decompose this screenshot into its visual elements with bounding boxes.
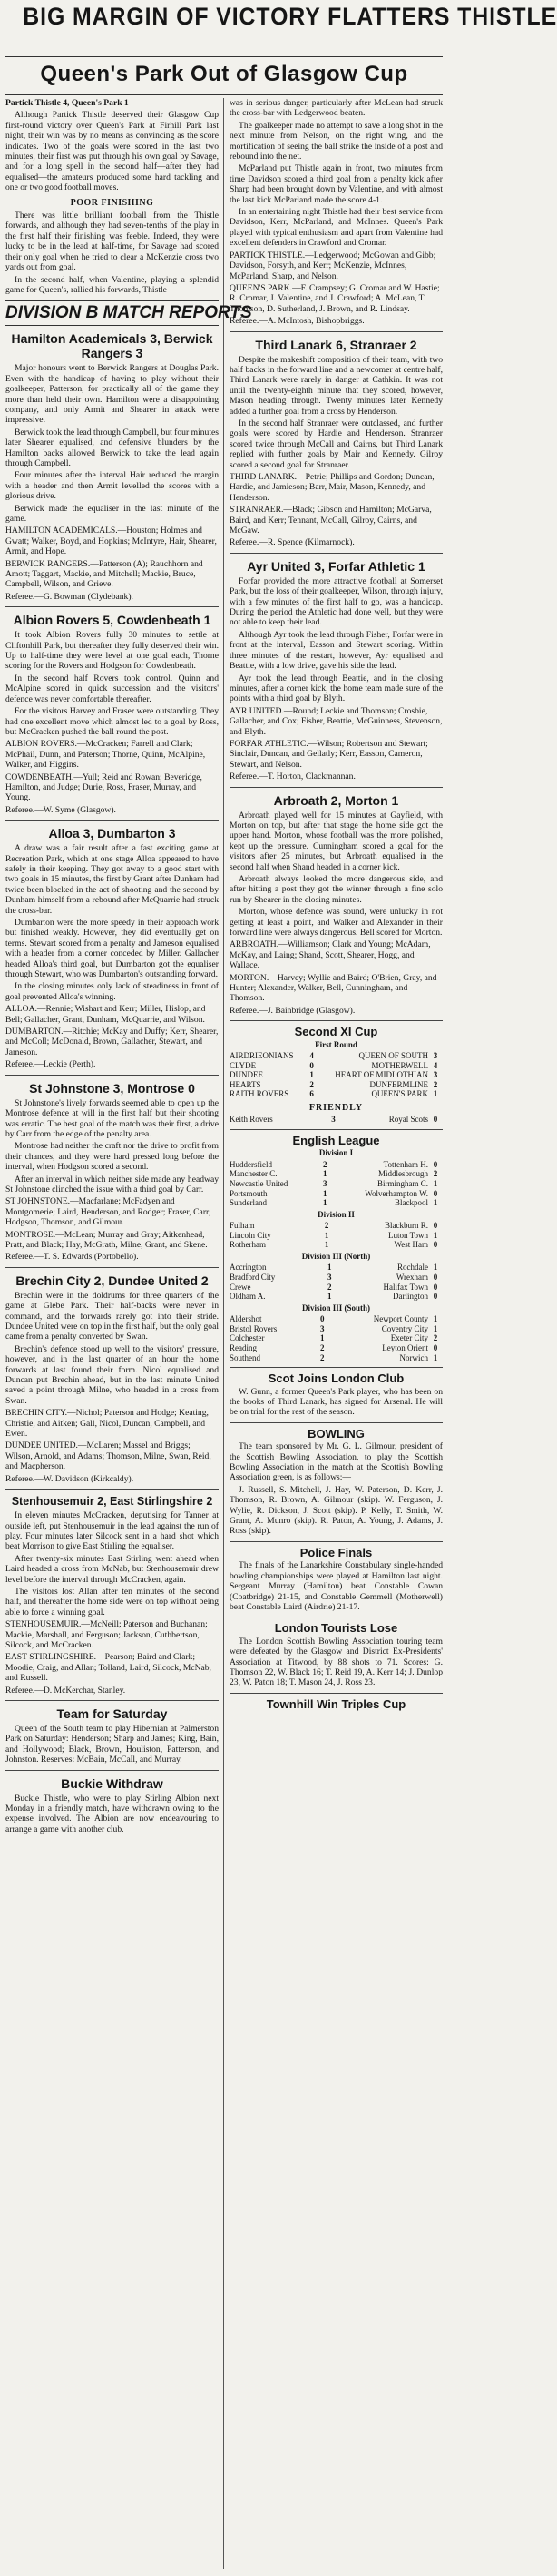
away-score: 4 <box>433 1060 438 1070</box>
section-heading: DIVISION B MATCH REPORTS <box>5 300 219 326</box>
divider <box>230 787 443 788</box>
home-score: 2 <box>323 1159 327 1169</box>
result-row <box>230 1198 443 1208</box>
lead-subheading: POOR FINISHING <box>70 197 154 208</box>
home-score: 0 <box>320 1314 325 1324</box>
match-heading: Stenhousemuir 2, East Stirlingshire 2 <box>11 1495 213 1509</box>
home-team: Sunderland <box>230 1198 267 1208</box>
home-team: Fulham <box>230 1221 255 1231</box>
away-team: Blackpool <box>395 1198 428 1208</box>
home-team: Lincoln City <box>230 1230 271 1240</box>
away-score: 0 <box>433 1282 438 1292</box>
away-score: 1 <box>433 1089 438 1099</box>
article-heading: Scot Joins London Club <box>268 1372 405 1386</box>
away-team: Royal Scots <box>388 1115 428 1125</box>
result-row <box>230 1283 443 1293</box>
match-paragraph: In the second half Stranraer were outclassed, and further goals were scored by Hardie and Henderson. Stranraer scored twice through McCall and Cairns, but Third Lanark replied with further goals by Mair and Kennedy. Gilroy scored a second goal for Stranraer. <box>230 418 443 470</box>
away-score: 0 <box>433 1292 438 1302</box>
result-row <box>230 1070 443 1080</box>
match-paragraph: Forfar provided the more attractive football at Somerset Park, but the loss of their goalkeeper, Wilson, through injury, with a few minutes of the first half to go, was a handicap. During the period the Athletic had done well, but they were not able to keep their lead. <box>230 575 443 628</box>
home-score: 1 <box>327 1263 332 1273</box>
away-team: QUEEN'S PARK <box>371 1089 428 1099</box>
team-line: ST JOHNSTONE.—Macfarlane; McFadyen and Montgomerie; Laird, Henderson, and Rodger; Fraser, Carr, Hodgson, Thomson, and Gilmour. <box>5 1196 211 1228</box>
results-heading: FRIENDLY <box>308 1103 364 1114</box>
match-paragraph: Brechin's defence stood up well to the visitors' pressure, however, and in the last quarter of an hour the home forwards at last found their form. Nicol equalised and Duncan put Brechin ahead, but in the last minute United saved a point through Milne, who headed in a cross from Swan. <box>5 1343 219 1406</box>
match-paragraph: It took Albion Rovers fully 30 minutes to settle at Cliftonhill Park, but thereafter they fully deserved their win. Up to half-time they were level at one goal each, Thorne scoring for the Rovers and Hodgson for Cowdenbeath. <box>5 630 219 672</box>
away-team: Newport County <box>373 1314 428 1324</box>
divider <box>5 606 219 607</box>
team-line: THIRD LANARK.—Petrie; Phillips and Gordon; Duncan, Hardie, and Jamieson; Barr, Mair, Mason, Kennedy, and Henderson. <box>230 472 435 503</box>
home-score: 4 <box>309 1051 314 1061</box>
divider <box>230 1129 443 1130</box>
team-line: ALBION ROVERS.—McCracken; Farrell and Clark; McPhail, Dunn, and Paterson; Thorne, Quinn, McAlpine, Walker, and Higgins. <box>5 739 206 771</box>
match-heading: Brechin City 2, Dundee United 2 <box>15 1273 209 1288</box>
result-row <box>230 1333 443 1343</box>
match-heading: Arbroath 2, Morton 1 <box>273 792 399 808</box>
divider <box>230 1541 443 1542</box>
away-score: 1 <box>433 1263 438 1273</box>
home-team: Bristol Rovers <box>230 1323 278 1333</box>
home-score: 1 <box>327 1292 332 1302</box>
match-heading: Team for Saturday <box>56 1706 168 1721</box>
team-line: ALLOA.—Rennie; Wishart and Kerr; Miller, Hislop, and Bell; Gallacher, Grant, Dunham, McQuarrie, and Wilson. <box>5 1004 206 1025</box>
result-row <box>230 1169 443 1179</box>
away-score: 2 <box>433 1169 438 1179</box>
banner-rule <box>5 56 443 57</box>
away-team: Luton Town <box>388 1230 428 1240</box>
divider <box>5 1700 219 1701</box>
home-team: Rotherham <box>230 1240 266 1250</box>
result-row <box>230 1343 443 1353</box>
home-team: CLYDE <box>230 1060 257 1070</box>
home-score: 1 <box>324 1230 329 1240</box>
result-row <box>230 1324 443 1334</box>
divider <box>230 1422 443 1423</box>
results-table <box>230 1051 443 1099</box>
results-subheading: Division I <box>318 1148 354 1158</box>
home-team: HEARTS <box>230 1079 261 1089</box>
article-paragraph: The London Scottish Bowling Association touring team were defeated by the Glasgow and District Ex-Presidents' Association at Titwood, by 88 shots to 71. Scores: G. Thomson 22, W. Black 16; T. Reid 19, A. Kerr 14; J. Dunlop 23, W. Paton 18; T. Mason 24, J. Ross 23. <box>230 1636 443 1688</box>
result-row <box>230 1240 443 1250</box>
referee-line: Referee.—W. Syme (Glasgow). <box>5 804 116 815</box>
away-team: Rochdale <box>397 1263 428 1273</box>
lead-paragraph: The goalkeeper made no attempt to save a long shot in the next minute from Nelson, on the right wing, and the mortification of seeing the ball strike the inside of a post and rebound into the net. <box>230 120 443 162</box>
team-line: HAMILTON ACADEMICALS.—Houston; Holmes and Gwatt; Walker, Boyd, and Hopkins; McIntyre, Hair, Shearer, Armit, and Hope. <box>5 526 217 557</box>
match-paragraph: Dumbarton were the more speedy in their approach work but finished weakly. However, they did eventually get on terms. Stewart scored from a penalty and Jameson equalised with a header from a corner conceded by Miller. Gallacher headed Alloa's third goal, but Dumbarton got the equaliser through Stewart, who was Dumbarton's outstanding forward. <box>5 918 219 980</box>
article-paragraph: J. Russell, S. Mitchell, J. Hay, W. Paterson, D. Kerr, J. Thomson, R. Brown, A. Gilmour (skip). W. Ferguson, J. Wylie, R. Dickson, J. Scott (skip). P. Kelly, T. Smith, W. Grant, A. Munro (skip). R. Paton, A. Young, J. Adams, J. Ross (skip). <box>230 1484 443 1537</box>
results-heading: Second XI Cup <box>294 1025 378 1039</box>
match-paragraph: Berwick took the lead through Campbell, but four minutes later Shearer equalised, and defensive blunders by the Hamilton backs allowed Berwick to take the lead again through Campbell. <box>5 427 219 468</box>
team-line: AYR UNITED.—Round; Leckie and Thomson; Crosbie, Gallacher, and Cox; Fisher, Beattie, McGuinness, Stevenson, and Blyth. <box>230 705 443 737</box>
divider <box>5 1075 219 1076</box>
divider <box>5 1267 219 1268</box>
match-paragraph: Buckie Thistle, who were to play Stirling Albion next Monday in a friendly match, have withdrawn owing to the expense involved. The Albion are now endeavouring to arrange a game with another club. <box>5 1793 219 1834</box>
result-row <box>230 1314 443 1324</box>
team-line: QUEEN'S PARK.—F. Crampsey; G. Cromar and W. Hastie; R. Cromar, J. Valentine, and J. Crawford; A. McLean, T. Thomson, D. Sutherland, J. Brown, and R. Lindsay. <box>230 282 440 314</box>
away-team: Halifax Town <box>383 1282 428 1292</box>
away-team: Wolverhampton W. <box>365 1188 428 1198</box>
home-score: 2 <box>320 1343 325 1352</box>
team-line: STENHOUSEMUIR.—McNeill; Paterson and Buchanan; Mackie, Marshall, and Ferguson; Jackson, Cuthbertson, Silcock, and McCracken. <box>5 1619 208 1650</box>
away-score: 2 <box>433 1333 438 1343</box>
home-team: Crewe <box>230 1282 251 1292</box>
match-paragraph: In the second half Rovers took control. Quinn and McAlpine scored in quick succession and the visitors' defence was never comfortable thereafter. <box>5 673 219 704</box>
result-row <box>230 1160 443 1170</box>
away-team: MOTHERWELL <box>371 1060 428 1070</box>
result-row <box>230 1051 443 1061</box>
home-team: Portsmouth <box>230 1188 268 1198</box>
home-team: Southend <box>230 1352 261 1362</box>
away-score: 1 <box>433 1314 438 1324</box>
result-row <box>230 1221 443 1231</box>
lead-headline <box>5 60 443 93</box>
team-line: PARTICK THISTLE.—Ledgerwood; McGowan and Gibb; Davidson, Forsyth, and Kerr; McKenzie, McInnes, McParland, Sharp, and Nelson. <box>230 250 436 281</box>
results-table <box>230 1221 443 1250</box>
away-score: 3 <box>433 1051 438 1061</box>
lead-paragraph: In the second half, when Valentine, playing a splendid game for Queen's, rallied his forwards, Thistle <box>5 274 219 295</box>
referee-line: Referee.—A. McIntosh, Bishopbriggs. <box>230 316 365 327</box>
away-team: Wrexham <box>396 1273 428 1283</box>
away-team: Birmingham C. <box>377 1179 428 1189</box>
home-team: Keith Rovers <box>230 1115 273 1125</box>
match-paragraph: After twenty-six minutes East Stirling went ahead when Laird headed a cross from McNab, but Stenhousemuir drew level before the interval through McCracken, again. <box>5 1553 219 1585</box>
away-score: 1 <box>433 1352 438 1362</box>
result-row <box>230 1115 443 1125</box>
divider <box>5 1770 219 1771</box>
result-row <box>230 1231 443 1241</box>
lead-paragraph: McParland put Thistle again in front, two minutes from time Davidson scored a third goal from a penalty kick after Sharp had been brought down by Valentine, and with almost the last kick McParland made the score 4-1. <box>230 163 443 205</box>
article-heading: Police Finals <box>299 1545 373 1559</box>
match-paragraph: Berwick made the equaliser in the last minute of the game. <box>5 503 219 524</box>
match-heading: Buckie Withdraw <box>61 1775 163 1791</box>
home-score: 1 <box>323 1198 327 1208</box>
article-heading: London Tourists Lose <box>274 1621 398 1636</box>
banner-title: BIG MARGIN OF VICTORY FLATTERS THISTLE <box>23 3 557 30</box>
result-row <box>230 1061 443 1071</box>
results-subheading: Division III (South) <box>301 1303 371 1313</box>
away-score: 0 <box>433 1343 438 1352</box>
away-score: 0 <box>433 1159 438 1169</box>
lead-score-line: Partick Thistle 4, Queen's Park 1 <box>5 98 129 108</box>
home-score: 1 <box>309 1070 314 1080</box>
referee-line: Referee.—D. McKerchar, Stanley. <box>5 1685 126 1696</box>
home-score: 2 <box>324 1221 329 1231</box>
match-heading: Alloa 3, Dumbarton 3 <box>48 826 176 841</box>
results-subheading: Division III (North) <box>301 1252 371 1262</box>
article-heading: Townhill Win Triples Cup <box>266 1696 406 1711</box>
home-score: 3 <box>331 1115 336 1125</box>
away-team: HEART OF MIDLOTHIAN <box>335 1070 428 1080</box>
home-team: Reading <box>230 1343 257 1352</box>
divider <box>5 1489 219 1490</box>
lead-paragraph: Although Partick Thistle deserved their Glasgow Cup first-round victory over Queen's Park at Firhill Park last night, their win was by no means as convincing as the score indicates. Two of the goals were scored in the last two minutes, their first was put through his own goal by Savage, and for a long spell in the second half—after they had equalised—the amateurs produced some hard tackling and one or two good football moves. <box>5 110 219 193</box>
team-line: ARBROATH.—Williamson; Clark and Young; McAdam, McKay, and Laing; Shand, Scott, Shearer, Hogg, and Wallace. <box>230 939 431 971</box>
away-score: 1 <box>433 1323 438 1333</box>
home-team: RAITH ROVERS <box>230 1089 289 1099</box>
match-paragraph: After an interval in which neither side made any headway St Johnstone clinched the issue with a third goal by Carr. <box>5 1174 219 1195</box>
team-line: COWDENBEATH.—Yull; Reid and Rowan; Beveridge, Hamilton, and Judge; Durie, Ross, Fraser, Murray, and Young. <box>5 772 202 803</box>
results-table <box>230 1115 443 1125</box>
home-team: Manchester C. <box>230 1169 278 1179</box>
home-team: AIRDRIEONIANS <box>230 1051 294 1061</box>
lead-paragraph: was in serious danger, particularly after McLean had struck the cross-bar with Ledgerwood beaten. <box>230 98 443 119</box>
divider <box>5 820 219 821</box>
match-paragraph: Montrose had neither the craft nor the drive to profit from their chances, and they were hard pressed long before the interval, when Hodgson scored a second. <box>5 1141 219 1173</box>
home-team: Accrington <box>230 1263 267 1273</box>
match-heading: Hamilton Academicals 3, Berwick Rangers 3 <box>11 331 213 361</box>
article-heading: BOWLING <box>308 1426 365 1440</box>
away-team: Blackburn R. <box>385 1221 428 1231</box>
results-table <box>230 1314 443 1362</box>
home-score: 1 <box>323 1188 327 1198</box>
team-line: MONTROSE.—McLean; Murray and Gray; Aitkenhead, Pratt, and Black; Hay, McGrath, Milne, Grant, and Skene. <box>5 1229 208 1250</box>
divider <box>230 1693 443 1694</box>
results-table <box>230 1263 443 1301</box>
home-team: Oldham A. <box>230 1292 266 1302</box>
home-team: Huddersfield <box>230 1159 272 1169</box>
away-score: 0 <box>433 1188 438 1198</box>
away-score: 1 <box>433 1179 438 1189</box>
match-paragraph: Despite the makeshift composition of their team, with two half backs in the forward line and a newcomer at centre half, Third Lanark were rarely in danger at Cathkin. It was not until the twenty-eighth minute that they scored, however, Mason heading through. Twenty minutes later Kennedy added a further goal from a cross by Henderson. <box>230 354 443 417</box>
away-team: Exeter City <box>390 1333 428 1343</box>
match-heading: St Johnstone 3, Montrose 0 <box>29 1080 195 1096</box>
referee-line: Referee.—R. Spence (Kilmarnock). <box>230 537 355 548</box>
away-team: QUEEN OF SOUTH <box>358 1051 428 1061</box>
result-row <box>230 1273 443 1283</box>
referee-line: Referee.—Leckie (Perth). <box>5 1059 96 1070</box>
result-row <box>230 1189 443 1199</box>
match-heading: Third Lanark 6, Stranraer 2 <box>255 337 417 352</box>
match-paragraph: Queen of the South team to play Hibernian at Palmerston Park on Saturday: Henderson; Sharp and James; King, Bain, and Hollywood; Black, Brown, Houliston, Patterson, and Johnston. Reserves: McBain, McCall, and Murray. <box>5 1724 219 1765</box>
team-line: DUNDEE UNITED.—McLaren; Massel and Briggs; Wilson, Arnold, and Adams; Thomson, Milne, Swan, Reid, and Macpherson. <box>5 1440 211 1472</box>
results-heading: English League <box>292 1134 380 1148</box>
home-score: 1 <box>323 1169 327 1179</box>
match-heading: Ayr United 3, Forfar Athletic 1 <box>247 558 425 574</box>
referee-line: Referee.—T. Horton, Clackmannan. <box>230 772 356 782</box>
away-team: Darlington <box>393 1292 428 1302</box>
result-row <box>230 1292 443 1302</box>
team-line: DUMBARTON.—Ritchie; McKay and Duffy; Kerr, Shearer, and McColl; McDonald, Brown, Gallacher, Stewart, and Jameson. <box>5 1027 219 1057</box>
away-score: 0 <box>433 1221 438 1231</box>
away-team: Tottenham H. <box>383 1159 428 1169</box>
match-paragraph: In eleven minutes McCracken, deputising for Tanner at outside left, put Stenhousemuir in the lead against the run of play. Four minutes later Silcock sent in a hard shot which beat Morrison to give East Stirling the equaliser. <box>5 1510 219 1552</box>
away-score: 0 <box>433 1273 438 1283</box>
match-paragraph: Ayr took the lead through Beattie, and in the closing minutes, after a corner kick, the home team made sure of the points with a third goal by Blyth. <box>230 673 443 704</box>
home-score: 3 <box>320 1323 325 1333</box>
team-line: MORTON.—Harvey; Wyllie and Baird; O'Brien, Gray, and Hunter; Alexander, Walker, Bell, Cunningham, and Thomson. <box>230 972 437 1004</box>
away-team: West Ham <box>394 1240 428 1250</box>
match-paragraph: Four minutes after the interval Hair reduced the margin with a header and then Armit levelled the scores with a glorious drive. <box>5 470 219 502</box>
match-paragraph: A draw was a fair result after a fast exciting game at Recreation Park, which at one stage Alloa appeared to have safely in their keeping. They got away to a good start with two goals in 15 minutes, the first by Grant after Dunham had twice been blocked in the act of shooting and the second by Dunham himself from a rebound after McQuarrie had struck the cross-bar. <box>5 843 219 916</box>
home-score: 1 <box>320 1333 325 1343</box>
results-table <box>230 1160 443 1208</box>
result-row <box>230 1263 443 1273</box>
result-row <box>230 1179 443 1189</box>
home-team: Colchester <box>230 1333 265 1343</box>
home-team: Bradford City <box>230 1273 276 1283</box>
home-score: 3 <box>323 1179 327 1189</box>
results-subheading: Division II <box>318 1209 355 1219</box>
divider <box>230 553 443 554</box>
home-score: 2 <box>320 1352 325 1362</box>
home-score: 2 <box>309 1079 314 1089</box>
home-team: Newcastle United <box>230 1179 288 1189</box>
away-score: 3 <box>433 1070 438 1080</box>
away-score: 2 <box>433 1079 438 1089</box>
referee-line: Referee.—G. Bowman (Clydebank). <box>5 591 133 602</box>
home-team: DUNDEE <box>230 1070 263 1080</box>
result-row <box>230 1080 443 1090</box>
lead-title: Queen's Park Out of Glasgow Cup <box>40 62 408 86</box>
lead-paragraph: In an entertaining night Thistle had their best service from Davidson, Kerr, McParland, and McInnes. Queen's Park played with typical enthusiasm and apart from Valentine had excellent defenders in Crawford and Cromar. <box>230 207 443 249</box>
away-score: 1 <box>433 1230 438 1240</box>
home-score: 1 <box>324 1240 329 1250</box>
away-score: 0 <box>433 1115 438 1125</box>
referee-line: Referee.—W. Davidson (Kirkcaldy). <box>5 1473 134 1484</box>
referee-line: Referee.—J. Bainbridge (Glasgow). <box>230 1005 356 1016</box>
home-score: 3 <box>327 1273 332 1283</box>
banner-headline <box>5 3 557 56</box>
lead-paragraph: There was little brilliant football from the Thistle forwards, and although they had seven-tenths of the play in the first half their finishing was feeble. Indeed, they were lucky to be in the lead at half-time, for Savage had scored their only goal when he tried to clear a McKenzie cross two yards out from goal. <box>5 211 219 273</box>
home-score: 0 <box>309 1060 314 1070</box>
match-paragraph: Although Ayr took the lead through Fisher, Forfar were in front at the interval, Easson and Stewart scoring. Within three minutes of the restart, however, Ayr equalised and Beattie, with a low drive, gave his side the lead. <box>230 629 443 672</box>
team-line: STRANRAER.—Black; Gibson and Hamilton; McGarva, Baird, and Kerr; Tennant, McCall, Gilroy, Cairns, and McGaw. <box>230 505 432 536</box>
home-score: 2 <box>327 1282 332 1292</box>
results-subheading: First Round <box>315 1039 357 1049</box>
result-row <box>230 1353 443 1363</box>
away-team: Middlesbrough <box>378 1169 428 1179</box>
away-score: 1 <box>433 1198 438 1208</box>
headline-rule <box>5 94 443 95</box>
match-heading: Albion Rovers 5, Cowdenbeath 1 <box>13 613 211 628</box>
match-paragraph: For the visitors Harvey and Fraser were outstanding. They had one excellent move which almost led to a goal by Ross, but McCracken pushed the ball round the post. <box>5 706 219 737</box>
article-paragraph: The team sponsored by Mr. G. L. Gilmour, president of the Scottish Bowling Association, to play the Scottish Bowling Association in the match at the Scottish Bowling Association green, is as follows:— <box>230 1441 443 1483</box>
away-score: 0 <box>433 1240 438 1250</box>
team-line: BERWICK RANGERS.—Patterson (A); Rauchhorn and Amott; Taggart, Mackie, and Mitchell; Mackie, Bruce, Campbell, Wilson, and Grieve. <box>5 558 203 590</box>
home-team: Aldershot <box>230 1314 262 1324</box>
match-paragraph: Arbroath played well for 15 minutes at Gayfield, with Morton on top, but after that stage the home side got the upper hand. Morton, whose football was the more polished, kept up the pressure. Cunningham scored a goal for the visitors after 25 minutes, but Arbroath equalised in the second half when Shand headed in a corner kick. <box>230 810 443 872</box>
right-column <box>230 98 443 2569</box>
match-paragraph: In the closing minutes only lack of steadiness in front of goal prevented Alloa's winning. <box>5 981 219 1002</box>
match-paragraph: Brechin were in the doldrums for three quarters of the game at Glebe Park. Their half-backs were never in command, and the forwards rarely got into their stride. Dundee United were on top in the first half, but the only goal came from a penalty converted by Swan. <box>5 1290 219 1342</box>
divider <box>230 331 443 332</box>
away-team: Leyton Orient <box>382 1343 428 1352</box>
match-paragraph: St Johnstone's lively forwards seemed able to open up the Montrose defence at will in the first half but their shooting was erratic. The best goal of the match was their first, a drive by Carr from the edge of the penalty area. <box>5 1097 219 1139</box>
result-row <box>230 1089 443 1099</box>
away-team: DUNFERMLINE <box>369 1079 428 1089</box>
team-line: BRECHIN CITY.—Nichol; Paterson and Hodge; Keating, Christie, and Aitken; Gall, Nicol, Duncan, Campbell, and Ewen. <box>5 1408 209 1440</box>
match-paragraph: Arbroath always looked the more dangerous side, and after hitting a post they got the winner through a fine solo run by Shearer in the closing minutes. <box>230 874 443 905</box>
divider <box>230 1367 443 1368</box>
away-team: Coventry City <box>381 1323 428 1333</box>
away-team: Norwich <box>399 1352 428 1362</box>
team-line: EAST STIRLINGSHIRE.—Pearson; Baird and Clark; Moodie, Craig, and Allan; Tolland, Laird, Silcock, McNab, and Russell. <box>5 1652 211 1684</box>
article-paragraph: W. Gunn, a former Queen's Park player, who has been on the books of Third Lanark, has signed for Arsenal. He will be on trial for the rest of the season. <box>230 1386 443 1418</box>
referee-line: Referee.—T. S. Edwards (Portobello). <box>5 1252 139 1263</box>
home-score: 6 <box>309 1089 314 1099</box>
article-paragraph: The finals of the Lanarkshire Constabulary single-handed bowling championships were played at Hamilton last night. Sergeant Murray (Hamilton) beat Constable Cowan (Coatbridge) 21-15, and Constable Gemmell (Motherwell) beat Constable Laird (Airdrie) 21-17. <box>230 1560 443 1612</box>
match-paragraph: The visitors lost Allan after ten minutes of the second half, and thereafter the home side were on top without being able to force a winning goal. <box>5 1586 219 1617</box>
match-paragraph: Morton, whose defence was sound, were unlucky in not getting at least a point, and Walker and Alexander in their forward line were always dangerous. Bell scored for Morton. <box>230 907 443 939</box>
column-divider <box>223 98 224 2569</box>
team-line: FORFAR ATHLETIC.—Wilson; Robertson and Stewart; Sinclair, Duncan, and Gellatly; Kerr, Easson, Cameron, Stewart, and Nelson. <box>230 738 428 770</box>
match-paragraph: Major honours went to Berwick Rangers at Douglas Park. Even with the handicap of having to play without their goalkeeper, Patterson, for practically all of the game they more than held their own. Hamilton were a disappointing company, and only Armit and Shearer in attack were impressive. <box>5 363 219 426</box>
divider <box>230 1020 443 1021</box>
